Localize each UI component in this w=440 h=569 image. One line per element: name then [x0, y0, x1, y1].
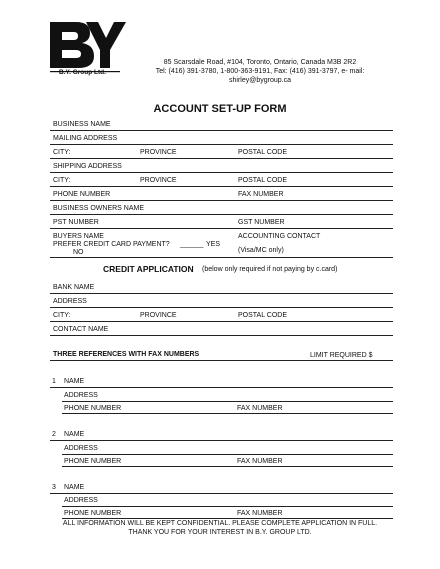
- reference-address-label: ADDRESS: [64, 497, 98, 504]
- footer-line-1: ALL INFORMATION WILL BE KEPT CONFIDENTIAL. PLEASE COMPLETE APPLICATION IN FULL.: [62, 520, 378, 527]
- reference-phone-line[interactable]: [62, 413, 393, 414]
- yes-option[interactable]: YES: [206, 241, 221, 248]
- bank-city-line[interactable]: [50, 321, 393, 322]
- reference-number: 1: [52, 378, 56, 385]
- reference-name-label: NAME: [64, 431, 85, 438]
- shipping-city-line[interactable]: [50, 186, 393, 187]
- city-label: CITY:: [53, 149, 71, 156]
- pst-line[interactable]: [50, 228, 393, 229]
- visa-mc-note: (Visa/MC only): [238, 247, 284, 254]
- reference-fax-label: FAX NUMBER: [237, 510, 283, 517]
- bank-name-line[interactable]: [50, 293, 393, 294]
- reference-address-line[interactable]: [62, 401, 393, 402]
- mailing-address-line[interactable]: [50, 144, 393, 145]
- pst-number-label: PST NUMBER: [53, 219, 99, 226]
- references-heading: THREE REFERENCES WITH FAX NUMBERS: [53, 351, 200, 358]
- references-heading-line: [50, 360, 393, 361]
- reference-name-label: NAME: [64, 378, 85, 385]
- address-line-1: 85 Scarsdale Road, #104, Toronto, Ontario, Canada M3B 2R2: [163, 59, 357, 66]
- phone-line[interactable]: [50, 200, 393, 201]
- footer-notice: [0, 519, 440, 537]
- form-title: ACCOUNT SET-UP FORM: [153, 103, 287, 115]
- province-label: PROVINCE: [140, 149, 177, 156]
- business-name-line[interactable]: [50, 130, 393, 131]
- postal-code-label: POSTAL CODE: [238, 149, 288, 156]
- address-line-2: Tel: (416) 391-3780, 1-800-363-9191, Fax: (416) 391-3797, e- mail:: [155, 68, 365, 75]
- logo-caption: B.Y. Group Ltd.: [59, 69, 106, 76]
- reference-phone-label: PHONE NUMBER: [64, 510, 122, 517]
- contact-name-line[interactable]: [50, 335, 393, 336]
- buyers-name-label: BUYERS NAME: [53, 233, 104, 240]
- credit-card-blank[interactable]: ______: [180, 241, 204, 248]
- reference-address-line[interactable]: [62, 454, 393, 455]
- reference-phone-label: PHONE NUMBER: [64, 458, 122, 465]
- credit-application-title: CREDIT APPLICATION: [103, 264, 194, 274]
- shipping-province-label: PROVINCE: [140, 177, 177, 184]
- mailing-address-label: MAILING ADDRESS: [53, 135, 118, 142]
- city-line[interactable]: [50, 158, 393, 159]
- bank-province-label: PROVINCE: [140, 312, 177, 319]
- shipping-address-line[interactable]: [50, 172, 393, 173]
- shipping-city-label: CITY:: [53, 177, 71, 184]
- prefer-credit-card-label: PREFER CREDIT CARD PAYMENT?: [53, 241, 170, 248]
- reference-name-line[interactable]: [50, 387, 393, 388]
- no-option[interactable]: NO: [73, 249, 84, 256]
- bank-city-label: CITY:: [53, 312, 71, 319]
- contact-name-label: CONTACT NAME: [53, 326, 109, 333]
- address-line-3: shirley@bygroup.ca: [229, 77, 291, 84]
- bank-address-line[interactable]: [50, 307, 393, 308]
- gst-number-label: GST NUMBER: [238, 219, 285, 226]
- reference-fax-label: FAX NUMBER: [237, 458, 283, 465]
- credit-application-note: (below only required if not paying by c.card): [202, 266, 338, 273]
- reference-fax-label: FAX NUMBER: [237, 405, 283, 412]
- reference-address-line[interactable]: [62, 506, 393, 507]
- company-address: [145, 58, 375, 85]
- footer-line-2: THANK YOU FOR YOUR INTEREST IN B.Y. GROUP LTD.: [128, 529, 312, 536]
- payment-line[interactable]: [50, 257, 393, 258]
- reference-address-label: ADDRESS: [64, 392, 98, 399]
- business-name-label: BUSINESS NAME: [53, 121, 111, 128]
- reference-number: 3: [52, 484, 56, 491]
- bank-postal-code-label: POSTAL CODE: [238, 312, 288, 319]
- bank-name-label: BANK NAME: [53, 284, 95, 291]
- reference-name-line[interactable]: [50, 493, 393, 494]
- shipping-address-label: SHIPPING ADDRESS: [53, 163, 122, 170]
- shipping-postal-code-label: POSTAL CODE: [238, 177, 288, 184]
- bank-address-label: ADDRESS: [53, 298, 87, 305]
- reference-address-label: ADDRESS: [64, 445, 98, 452]
- phone-number-label: PHONE NUMBER: [53, 191, 111, 198]
- business-owners-name-label: BUSINESS OWNERS NAME: [53, 205, 145, 212]
- reference-number: 2: [52, 431, 56, 438]
- reference-name-line[interactable]: [50, 440, 393, 441]
- reference-phone-line[interactable]: [62, 466, 393, 467]
- reference-name-label: NAME: [64, 484, 85, 491]
- business-owners-line[interactable]: [50, 214, 393, 215]
- reference-phone-label: PHONE NUMBER: [64, 405, 122, 412]
- fax-number-label: FAX NUMBER: [238, 191, 284, 198]
- limit-required-label: LIMIT REQUIRED $: [310, 352, 373, 359]
- accounting-contact-label: ACCOUNTING CONTACT: [238, 233, 321, 240]
